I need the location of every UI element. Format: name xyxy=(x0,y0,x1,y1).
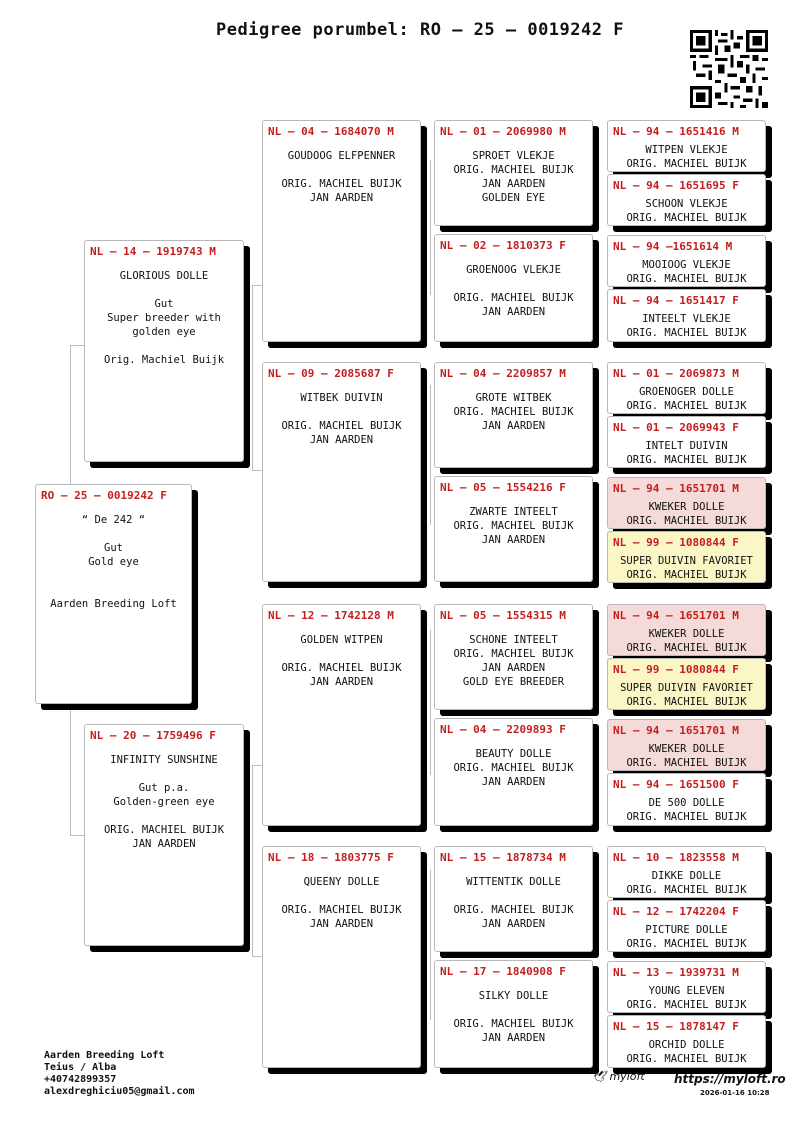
ring-number: NL – 05 – 1554216 F xyxy=(440,481,566,494)
pigeon-card-g15[interactable]: NL – 13 – 1939731 M YOUNG ELEVEN ORIG. MACHIEL BUIJK xyxy=(607,961,766,1013)
pigeon-card-g5[interactable]: NL – 01 – 2069873 M GROENOGER DOLLE ORIG. MACHIEL BUIJK xyxy=(607,362,766,414)
pigeon-card-ddd[interactable]: NL – 17 – 1840908 F SILKY DOLLE ORIG. MACHIEL BUIJK JAN AARDEN xyxy=(434,960,593,1068)
ring-number: NL – 99 – 1080844 F xyxy=(613,663,739,676)
pigeon-card-g8[interactable]: NL – 99 – 1080844 F SUPER DUIVIN FAVORIET ORIG. MACHIEL BUIJK xyxy=(607,531,766,583)
ring-number: NL – 12 – 1742204 F xyxy=(613,905,739,918)
phone-number: +40742899357 xyxy=(44,1074,117,1085)
ring-number: NL – 02 – 1810373 F xyxy=(440,239,566,252)
loft-name: Aarden Breeding Loft xyxy=(44,1050,165,1061)
pigeon-card-dss[interactable]: NL – 05 – 1554315 M SCHONE INTEELT ORIG. MACHIEL BUIJK JAN AARDEN GOLD EYE BREEDER xyxy=(434,604,593,710)
pigeon-card-g16[interactable]: NL – 15 – 1878147 F ORCHID DOLLE ORIG. MACHIEL BUIJK xyxy=(607,1015,766,1068)
ring-number: NL – 01 – 2069980 M xyxy=(440,125,566,138)
ring-number: NL – 99 – 1080844 F xyxy=(613,536,739,549)
pigeon-card-sire-sire[interactable]: NL – 04 – 1684070 M GOUDOOG ELFPENNER ORIG. MACHIEL BUIJK JAN AARDEN xyxy=(262,120,421,342)
ring-number: NL – 94 – 1651701 M xyxy=(613,609,739,622)
pigeon-card-sdd[interactable]: NL – 05 – 1554216 F ZWARTE INTEELT ORIG. MACHIEL BUIJK JAN AARDEN xyxy=(434,476,593,582)
logo-text: myloft xyxy=(609,1070,645,1083)
pigeon-card-sire[interactable]: NL – 14 – 1919743 M GLORIOUS DOLLE Gut Super breeder with golden eye Orig. Machiel Buijk xyxy=(84,240,244,462)
ring-number: NL – 12 – 1742128 M xyxy=(268,609,394,622)
pigeon-card-dsd[interactable]: NL – 04 – 2209893 F BEAUTY DOLLE ORIG. MACHIEL BUIJK JAN AARDEN xyxy=(434,718,593,826)
email-address[interactable]: alexdreghiciu05@gmail.com xyxy=(44,1086,195,1097)
pigeon-card-main[interactable]: RO – 25 – 0019242 F “ De 242 “ Gut Gold eye Aarden Breeding Loft xyxy=(35,484,192,704)
ring-number: NL – 01 – 2069873 M xyxy=(613,367,739,380)
site-link[interactable]: https://myloft.ro xyxy=(674,1072,786,1086)
pigeon-card-g6[interactable]: NL – 01 – 2069943 F INTELT DUIVIN ORIG. MACHIEL BUIJK xyxy=(607,416,766,468)
ring-number: NL – 15 – 1878147 F xyxy=(613,1020,739,1033)
pigeon-card-sire-dam[interactable]: NL – 09 – 2085687 F WITBEK DUIVIN ORIG. MACHIEL BUIJK JAN AARDEN xyxy=(262,362,421,582)
ring-number: NL – 13 – 1939731 M xyxy=(613,966,739,979)
ring-number: NL – 94 –1651614 M xyxy=(613,240,733,253)
page-title: Pedigree porumbel: RO – 25 – 0019242 F xyxy=(216,20,624,40)
pigeon-card-dam[interactable]: NL – 20 – 1759496 F INFINITY SUNSHINE Gut p.a. Golden-green eye ORIG. MACHIEL BUIJK JAN AARDEN xyxy=(84,724,244,946)
pigeon-card-g7[interactable]: NL – 94 – 1651701 M KWEKER DOLLE ORIG. MACHIEL BUIJK xyxy=(607,477,766,529)
pigeon-card-dds[interactable]: NL – 15 – 1878734 M WITTENTIK DOLLE ORIG. MACHIEL BUIJK JAN AARDEN xyxy=(434,846,593,952)
ring-number: NL – 94 – 1651417 F xyxy=(613,294,739,307)
pigeon-card-dam-dam[interactable]: NL – 18 – 1803775 F QUEENY DOLLE ORIG. MACHIEL BUIJK JAN AARDEN xyxy=(262,846,421,1068)
loft-location: Teius / Alba xyxy=(44,1062,117,1073)
ring-number: NL – 18 – 1803775 F xyxy=(268,851,394,864)
qr-code xyxy=(690,30,768,108)
ring-number: NL – 20 – 1759496 F xyxy=(90,729,216,742)
ring-number: NL – 94 – 1651416 M xyxy=(613,125,739,138)
ring-number: NL – 94 – 1651701 M xyxy=(613,482,739,495)
ring-number: NL – 14 – 1919743 M xyxy=(90,245,216,258)
pigeon-card-g13[interactable]: NL – 10 – 1823558 M DIKKE DOLLE ORIG. MACHIEL BUIJK xyxy=(607,846,766,898)
pigeon-card-g10[interactable]: NL – 99 – 1080844 F SUPER DUIVIN FAVORIET ORIG. MACHIEL BUIJK xyxy=(607,658,766,710)
pigeon-card-g2[interactable]: NL – 94 – 1651695 F SCHOON VLEKJE ORIG. MACHIEL BUIJK xyxy=(607,174,766,226)
ring-number: NL – 94 – 1651500 F xyxy=(613,778,739,791)
contact-info xyxy=(44,1050,195,1098)
ring-number: NL – 17 – 1840908 F xyxy=(440,965,566,978)
bird-icon: 🕊 xyxy=(592,1070,606,1083)
ring-number: NL – 05 – 1554315 M xyxy=(440,609,566,622)
pigeon-card-g11[interactable]: NL – 94 – 1651701 M KWEKER DOLLE ORIG. MACHIEL BUIJK xyxy=(607,719,766,771)
ring-number: NL – 01 – 2069943 F xyxy=(613,421,739,434)
pigeon-card-dam-sire[interactable]: NL – 12 – 1742128 M GOLDEN WITPEN ORIG. MACHIEL BUIJK JAN AARDEN xyxy=(262,604,421,826)
ring-number: RO – 25 – 0019242 F xyxy=(41,489,167,502)
pigeon-card-g3[interactable]: NL – 94 –1651614 M MOOIOOG VLEKJE ORIG. MACHIEL BUIJK xyxy=(607,235,766,287)
print-date: 2026-01-16 10:28 xyxy=(700,1089,770,1097)
pigeon-card-g4[interactable]: NL – 94 – 1651417 F INTEELT VLEKJE ORIG. MACHIEL BUIJK xyxy=(607,289,766,342)
ring-number: NL – 15 – 1878734 M xyxy=(440,851,566,864)
pigeon-card-g9[interactable]: NL – 94 – 1651701 M KWEKER DOLLE ORIG. MACHIEL BUIJK xyxy=(607,604,766,656)
pigeon-card-g14[interactable]: NL – 12 – 1742204 F PICTURE DOLLE ORIG. MACHIEL BUIJK xyxy=(607,900,766,952)
ring-number: NL – 04 – 1684070 M xyxy=(268,125,394,138)
ring-number: NL – 04 – 2209857 M xyxy=(440,367,566,380)
ring-number: NL – 09 – 2085687 F xyxy=(268,367,394,380)
pigeon-card-ssd[interactable]: NL – 02 – 1810373 F GROENOOG VLEKJE ORIG. MACHIEL BUIJK JAN AARDEN xyxy=(434,234,593,342)
ring-number: NL – 94 – 1651695 F xyxy=(613,179,739,192)
pigeon-card-g12[interactable]: NL – 94 – 1651500 F DE 500 DOLLE ORIG. MACHIEL BUIJK xyxy=(607,773,766,826)
ring-number: NL – 94 – 1651701 M xyxy=(613,724,739,737)
myloft-logo xyxy=(592,1070,645,1083)
pigeon-card-g1[interactable]: NL – 94 – 1651416 M WITPEN VLEKJE ORIG. MACHIEL BUIJK xyxy=(607,120,766,172)
pigeon-card-sss[interactable]: NL – 01 – 2069980 M SPROET VLEKJE ORIG. MACHIEL BUIJK JAN AARDEN GOLDEN EYE xyxy=(434,120,593,226)
ring-number: NL – 04 – 2209893 F xyxy=(440,723,566,736)
pigeon-card-sds[interactable]: NL – 04 – 2209857 M GROTE WITBEK ORIG. MACHIEL BUIJK JAN AARDEN xyxy=(434,362,593,468)
ring-number: NL – 10 – 1823558 M xyxy=(613,851,739,864)
